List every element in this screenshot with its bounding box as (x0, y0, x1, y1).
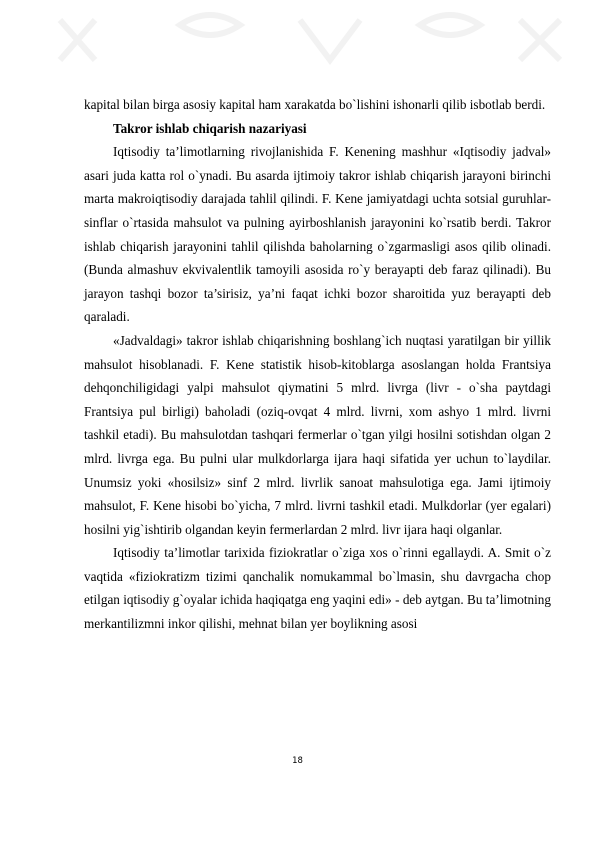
paragraph: Iqtisodiy ta’limotlar tarixida fiziokratlar o`ziga xos o`rinni egallaydi. A. Smit o`z vaqtida «fiziokratizm tizimi qanchalik nomukammal bo`lmasin, shu davrgacha chop etilgan iqtisodiy g`oyalar ichida haqiqatga eng yaqini edi» - deb aytgan. Bu ta’limotning merkantilizmni inkor qilishi, mehnat bilan yer boylikning asosi (84, 545, 551, 632)
section-heading: Takror ishlab chiqarish nazariyasi (113, 120, 307, 136)
paragraph: Iqtisodiy ta’limotlarning rivojlanishida F. Kenening mashhur «Iqtisodiy jadval» asari juda katta rol o`ynadi. Bu asarda ijtimoiy takror ishlab chiqarish jarayoni birinchi marta makroiqtisodiy darajada tahlil qilindi. F. Kene jamiyatdagi uchta sotsial guruhlar-sinflar o`rtasida mahsulot va pulning ayirboshlanish jarayonini ko`rsatib berdi. Takror ishlab chiqarish jarayonini tahlil qilishda baholarning o`zgarmasligi asos qilib olinadi. (Bunda almashuv ekvivalentlik tamoyili asosida ro`y berayapti deb faraz qilinadi). Bu jarayon tashqi bozor ta’sirisiz, ya’ni faqat ichki bozor sharoitida yuz berayapti deb qaraladi. (84, 144, 551, 325)
page-number: 18 (292, 756, 303, 766)
paragraph: «Jadvaldagi» takror ishlab chiqarishning boshlang`ich nuqtasi yaratilgan bir yillik mahsulot hisoblanadi. F. Kene statistik hisob-kitoblarga asoslangan holda Frantsiya dehqonchiligidagi yalpi mahsulot qiymatini 5 mlrd. livrga (livr - o`sha paytdagi Frantsiya pul birligi) baholadi (oziq-ovqat 4 mlrd. livrni, xom ashyo 1 mlrd. livrni tashkil etadi). Bu mahsulotdan tashqari fermerlar o`tgan yilgi hosilni sotishdan olgan 2 mlrd. livrga ega. Bu pulni ular mulkdorlarga ijara haqi sifatida yer uchun to`laydilar. Unumsiz yoki «hosilsiz» sinf 2 mlrd. livrlik sanoat mahsulotiga ega. Jami ijtimoiy mahsulot, F. Kene hisobi bo`yicha, 7 mlrd. livrni tashkil etadi. Mulkdorlar (yer egalari) hosilni yig`ishtirib olgandan keyin fermerlardan 2 mlrd. livr ijara haqi olganlar. (84, 332, 551, 537)
paragraph-continuation: kapital bilan birga asosiy kapital ham xarakatda bo`lishini ishonarli qilib isbotlab berdi. (84, 97, 546, 112)
watermark-pattern (0, 0, 595, 100)
document-body (84, 93, 551, 636)
